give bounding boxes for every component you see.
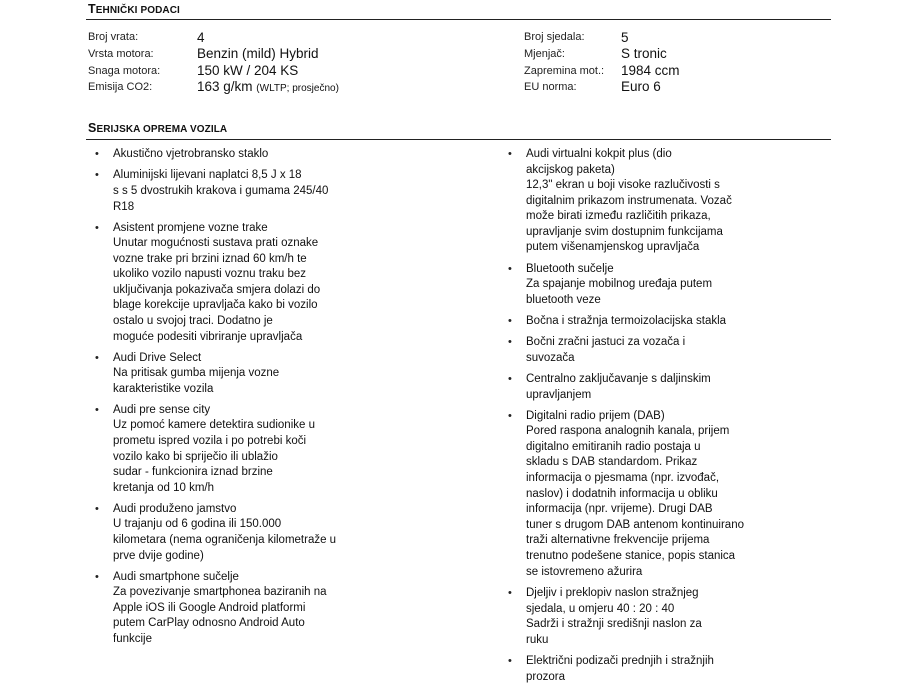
list-item: • Akustično vjetrobransko staklo [95, 146, 415, 162]
spec-label-doors: Broj vrata: [88, 31, 139, 43]
equipment-section-title: SERIJSKA OPREMA VOZILA [88, 121, 228, 135]
list-item: • Bočna i stražnja termoizolacijska stakla [508, 313, 828, 329]
list-item: • Električni podizači prednjih i stražnjih prozora [508, 653, 828, 685]
spec-value-engine-power: 150 kW / 204 KS [197, 63, 299, 78]
equipment-divider [86, 139, 831, 140]
spec-label-co2: Emisija CO2: [88, 81, 153, 93]
spec-label-gearbox: Mjenjač: [524, 48, 565, 60]
list-item: • Djeljiv i preklopiv naslon stražnjeg sjedala, u omjeru 40 : 20 : 40 Sadrži i stražnji središnji naslon za ruku [508, 585, 828, 648]
spec-value-doors: 4 [197, 30, 205, 45]
technical-divider [86, 19, 831, 20]
spec-value-displacement: 1984 ccm [621, 63, 680, 78]
list-item: • Audi smartphone sučelje Za povezivanje smartphonea baziranih na Apple iOS ili Google Android platformi putem CarPlay odnosno Android Auto funkcije [95, 569, 415, 647]
spec-label-displacement: Zapremina mot.: [524, 65, 605, 77]
spec-label-engine-power: Snaga motora: [88, 65, 161, 77]
equipment-list-right [508, 146, 828, 690]
spec-label-engine-type: Vrsta motora: [88, 48, 154, 60]
technical-section-title: TEHNIČKI PODACI [88, 2, 180, 16]
spec-value-engine-type: Benzin (mild) Hybrid [197, 46, 319, 61]
list-item: • Audi produženo jamstvo U trajanju od 6 godina ili 150.000 kilometara (nema ograničenja kilometraže u prve dvije godine) [95, 501, 415, 564]
list-item: • Centralno zaključavanje s daljinskim upravljanjem [508, 371, 828, 403]
list-item: • Bočni zračni jastuci za vozača i suvozača [508, 334, 828, 366]
spec-label-eu-norm: EU norma: [524, 81, 577, 93]
spec-label-seats: Broj sjedala: [524, 31, 585, 43]
spec-value-eu-norm: Euro 6 [621, 79, 661, 94]
spec-note-co2: (WLTP; prosječno) [256, 83, 339, 94]
list-item: • Digitalni radio prijem (DAB) Pored raspona analognih kanala, prijem digitalno emitiranih radio postaja u skladu s DAB standardom. Prikaz informacija o pjesmama (npr. izvođač, naslov) i dodatnih informacija u obliku informacija (npr. vrijeme). Drugi DAB tuner s drugom DAB antenom kontinuirano traži alternativne frekvencije prijema trenutno podešene stanice, popis stanica se istovremeno ažurira [508, 408, 828, 580]
list-item: • Audi Drive Select Na pritisak gumba mijenja vozne karakteristike vozila [95, 350, 415, 397]
equipment-list-left [95, 146, 415, 652]
spec-value-co2: 163 g/km (WLTP; prosječno) [197, 79, 339, 94]
list-item: • Bluetooth sučelje Za spajanje mobilnog uređaja putem bluetooth veze [508, 261, 828, 308]
list-item: • Aluminijski lijevani naplatci 8,5 J x 18 s s 5 dvostrukih krakova i gumama 245/40 R18 [95, 167, 415, 215]
spec-value-seats: 5 [621, 30, 629, 45]
list-item: • Audi pre sense city Uz pomoć kamere detektira sudionike u prometu ispred vozila i po potrebi koči vozilo kako bi spriječio ili ublažio sudar - funkcionira iznad brzine kretanja od 10 km/h [95, 402, 415, 496]
spec-value-gearbox: S tronic [621, 46, 667, 61]
list-item: • Audi virtualni kokpit plus (dio akcijskog paketa) 12,3" ekran u boji visoke razlučivosti s digitalnim prikazom instrumenata. Vozač može birati između različitih prikaza, upravljanje svim dostupnim funkcijama putem višenamjenskog upravljača [508, 146, 828, 256]
list-item: • Asistent promjene vozne trake Unutar mogućnosti sustava prati oznake vozne trake pri brzini iznad 60 km/h te ukoliko vozilo napusti voznu traku bez uključivanja pokazivača smjera dolazi do blage korekcije upravljača kako bi vozilo ostalo u svojoj traci. Dodatno je moguće podesiti vibriranje upravljača [95, 220, 415, 345]
